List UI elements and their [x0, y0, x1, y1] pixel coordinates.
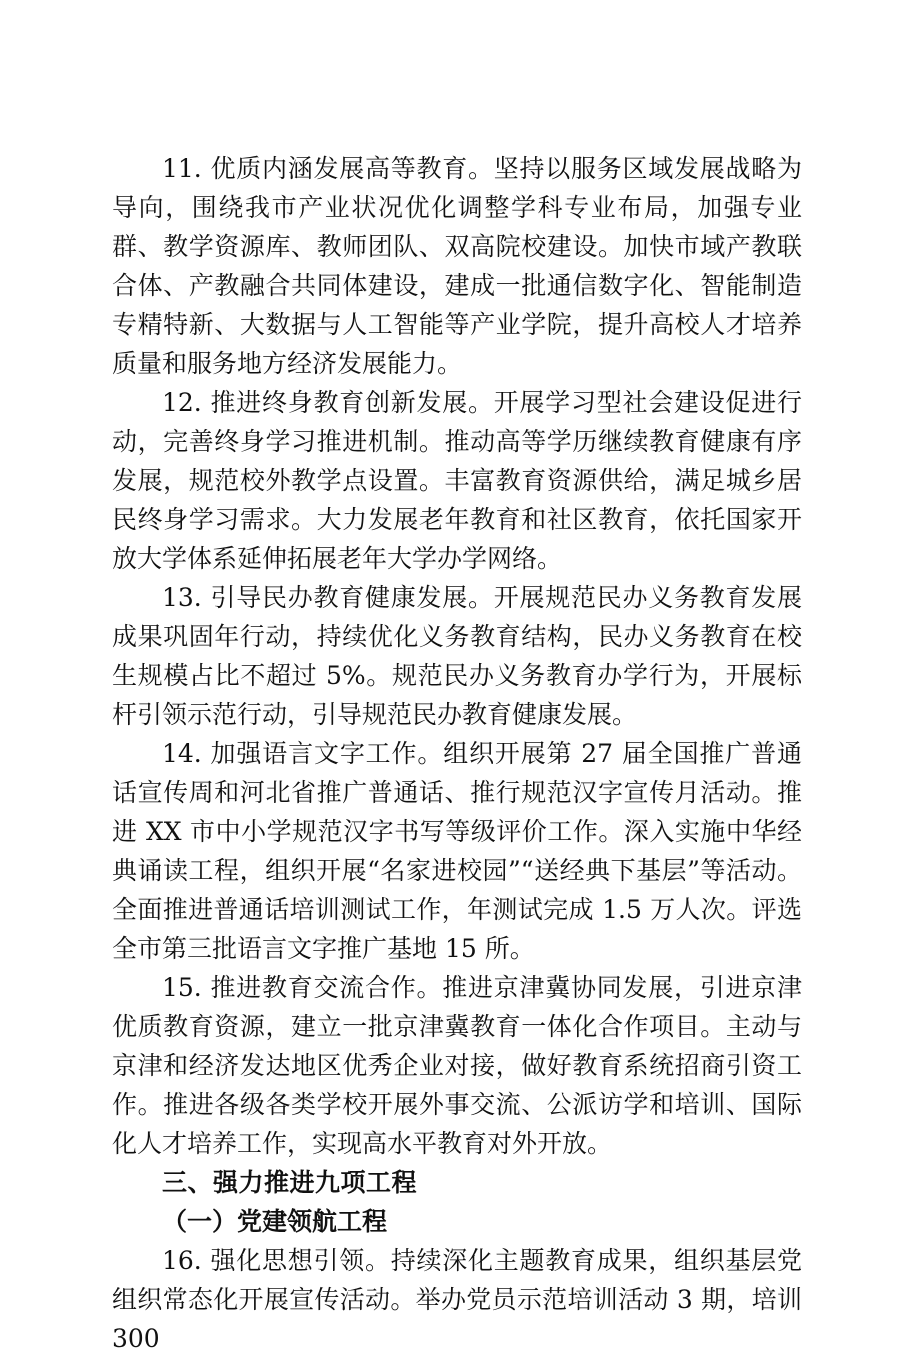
paragraph-12: 12. 推进终身教育创新发展。开展学习型社会建设促进行动，完善终身学习推进机制。推动高等学历继续教育健康有序发展，规范校外教学点设置。丰富教育资源供给，满足城乡居民终身学习需求。大力发展老年教育和社区教育，依托国家开放大学体系延伸拓展老年大学办学网络。	[112, 388, 802, 573]
paragraph-16: 16. 强化思想引领。持续深化主题教育成果，组织基层党组织常态化开展宣传活动。举办党员示范培训活动 3 期，培训 300	[112, 1246, 802, 1353]
subsection-heading: （一）党建领航工程	[162, 1207, 388, 1236]
document-body	[112, 149, 802, 1358]
paragraph-11: 11. 优质内涵发展高等教育。坚持以服务区域发展战略为导向，围绕我市产业状况优化调整学科专业布局，加强专业群、教学资源库、教师团队、双高院校建设。加快市域产教联合体、产教融合共同体建设，建成一批通信数字化、智能制造专精特新、大数据与人工智能等产业学院，提升高校人才培养质量和服务地方经济发展能力。	[112, 154, 802, 378]
paragraph-14: 14. 加强语言文字工作。组织开展第 27 届全国推广普通话宣传周和河北省推广普通话、推行规范汉字宣传月活动。推进 XX 市中小学规范汉字书写等级评价工作。深入实施中华经典诵读工程，组织开展“名家进校园”“送经典下基层”等活动。全面推进普通话培训测试工作，年测试完成 1.5 万人次。评选全市第三批语言文字推广基地 15 所。	[112, 739, 802, 963]
paragraph-13: 13. 引导民办教育健康发展。开展规范民办义务教育发展成果巩固年行动，持续优化义务教育结构，民办义务教育在校生规模占比不超过 5%。规范民办义务教育办学行为，开展标杆引领示范行动，引导规范民办教育健康发展。	[112, 583, 802, 729]
section-heading: 三、强力推进九项工程	[162, 1168, 418, 1197]
paragraph-15: 15. 推进教育交流合作。推进京津冀协同发展，引进京津优质教育资源，建立一批京津冀教育一体化合作项目。主动与京津和经济发达地区优秀企业对接，做好教育系统招商引资工作。推进各级各类学校开展外事交流、公派访学和培训、国际化人才培养工作，实现高水平教育对外开放。	[112, 973, 802, 1158]
